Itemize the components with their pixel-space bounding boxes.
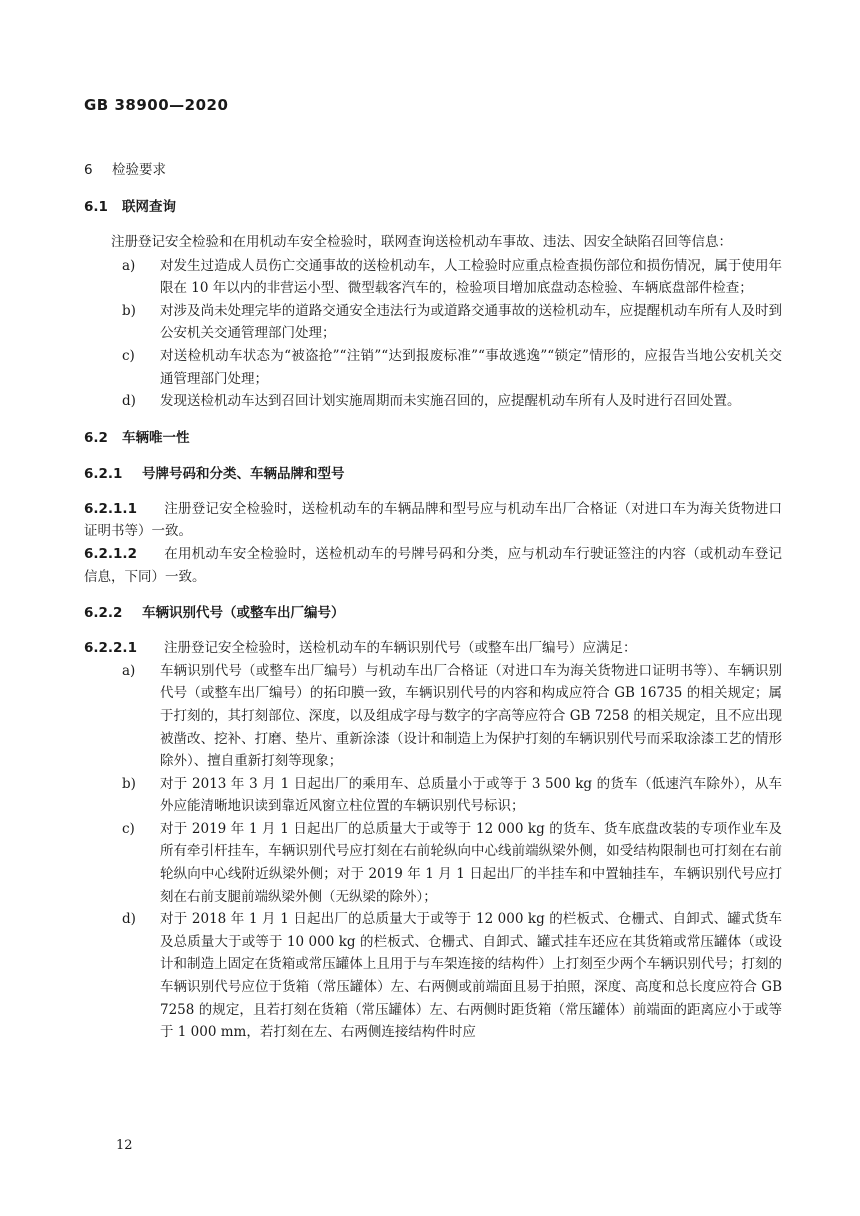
list-item: [122, 908, 782, 1044]
section-6-2-heading: [84, 426, 782, 446]
list-text: 对于 2018 年 1 月 1 日起出厂的总质量大于或等于 12 000 kg 的栏板式、仓栅式、自卸式、罐式货车及总质量大于或等于 10 000 kg 的栏板式、仓栅式、自卸式、罐式挂车还应在其货箱或常压罐体（或设计和制造上固定在货箱或常压罐体上且用于与车架连接的结构件）上打刻至少两个车辆识别代号；打刻的车辆识别代号应位于货箱（常压罐体）左、右两侧或前端面且易于拍照，深度、高度和总长度应符合 GB 7258 的规定，且若打刻在货箱（常压罐体）左、右两侧时距货箱（常压罐体）前端面的距离应小于或等于 1 000 mm，若打刻在左、右两侧连接结构件时应: [160, 911, 782, 1041]
standard-code: GB 38900—2020: [84, 96, 229, 114]
clause-6-2-1-1: [84, 498, 782, 543]
section-title: 号牌号码和分类、车辆品牌和型号: [142, 465, 345, 482]
list-item: [122, 773, 782, 818]
list-item: [122, 818, 782, 908]
list-item: [122, 390, 782, 413]
clause-6-2-2-1: [84, 637, 782, 660]
page-number: 12: [116, 1138, 133, 1153]
list-text: 车辆识别代号（或整车出厂编号）与机动车出厂合格证（对进口车为海关货物进口证明书等）、车辆识别代号（或整车出厂编号）的拓印膜一致，车辆识别代号的内容和构成应符合 GB 16735 的相关规定；属于打刻的，其打刻部位、深度，以及组成字母与数字的字高等应符合 GB 7258 的相关规定，且不应出现被凿改、挖补、打磨、垫片、重新涂漆（设计和制造上为保护打刻的车辆识别代号而采取涂漆工艺的情形除外）、擅自重新打刻等现象；: [160, 662, 782, 770]
section-6-1-heading: [84, 195, 782, 215]
section-title: 检验要求: [112, 162, 166, 178]
list-label: b): [122, 302, 136, 319]
list-text: 对送检机动车状态为“被盗抢”“注销”“达到报废标准”“事故逃逸”“锁定”情形的，应报告当地公安机关交通管理部门处理；: [160, 347, 782, 387]
section-number: 6.2.1: [84, 465, 123, 482]
list-label: c): [122, 347, 135, 364]
section-number: 6.1: [84, 199, 108, 215]
list-label: b): [122, 775, 136, 792]
clause-text: 注册登记安全检验时，送检机动车的车辆识别代号（或整车出厂编号）应满足：: [164, 640, 637, 657]
list-label: c): [122, 820, 135, 837]
clause-text: 注册登记安全检验时，送检机动车的车辆品牌和型号应与机动车出厂合格证（对进口车为海关货物进口证明书等）一致。: [84, 500, 782, 540]
list-label: a): [122, 662, 136, 679]
clause-number: 6.2.1.2: [84, 545, 137, 562]
clause-text: 在用机动车安全检验时，送检机动车的号牌号码和分类，应与机动车行驶证签注的内容（或机动车登记信息，下同）一致。: [84, 545, 782, 585]
section-title: 车辆识别代号（或整车出厂编号）: [142, 605, 345, 622]
section-6-2-2-heading: [84, 601, 782, 621]
list-label: a): [122, 257, 136, 274]
list-item: [122, 660, 782, 773]
section-title: 车辆唯一性: [122, 429, 190, 446]
section-number: 6.2: [84, 429, 108, 446]
clause-6-2-1-2: [84, 543, 782, 588]
section-6-2-1-heading: [84, 462, 782, 482]
list-item: [122, 255, 782, 300]
list-label: d): [122, 393, 136, 410]
list-text: 对于 2019 年 1 月 1 日起出厂的总质量大于或等于 12 000 kg 的货车、货车底盘改装的专项作业车及所有牵引杆挂车，车辆识别代号应打刻在右前轮纵向中心线前端纵梁外侧，如受结构限制也可打刻在右前轮纵向中心线附近纵梁外侧；对于 2019 年 1 月 1 日起出厂的半挂车和中置轴挂车，车辆识别代号应打刻在右前支腿前端纵梁外侧（无纵梁的除外）；: [160, 820, 782, 905]
section-number: 6: [84, 162, 93, 178]
list-item: [122, 300, 782, 345]
paragraph-intro: 注册登记安全检验和在用机动车安全检验时，联网查询送检机动车事故、违法、因安全缺陷召回等信息：: [111, 234, 732, 250]
list-label: d): [122, 911, 136, 928]
clause-number: 6.2.2.1: [84, 640, 137, 657]
list-text: 发现送检机动车达到召回计划实施周期而未实施召回的，应提醒机动车所有人及时进行召回处置。: [160, 393, 741, 410]
clause-number: 6.2.1.1: [84, 500, 137, 517]
spacer: [84, 413, 782, 426]
list-text: 对于 2013 年 3 月 1 日起出厂的乘用车、总质量小于或等于 3 500 kg 的货车（低速汽车除外），从车外应能清晰地识读到靠近风窗立柱位置的车辆识别代号标识；: [160, 775, 782, 815]
section-6-heading: [84, 158, 782, 178]
section-number: 6.2.2: [84, 605, 123, 622]
spacer: [84, 588, 782, 601]
list-item: [122, 345, 782, 390]
section-title: 联网查询: [122, 199, 176, 215]
list-text: 对发生过造成人员伤亡交通事故的送检机动车，人工检验时应重点检查损伤部位和损伤情况，属于使用年限在 10 年以内的非营运小型、微型载客汽车的，检验项目增加底盘动态检验、车辆底盘部件检查；: [160, 257, 782, 297]
list-text: 对涉及尚未处理完毕的道路交通安全违法行为或道路交通事故的送检机动车，应提醒机动车所有人及时到公安机关交通管理部门处理；: [160, 302, 782, 342]
document-body: [84, 158, 782, 1044]
